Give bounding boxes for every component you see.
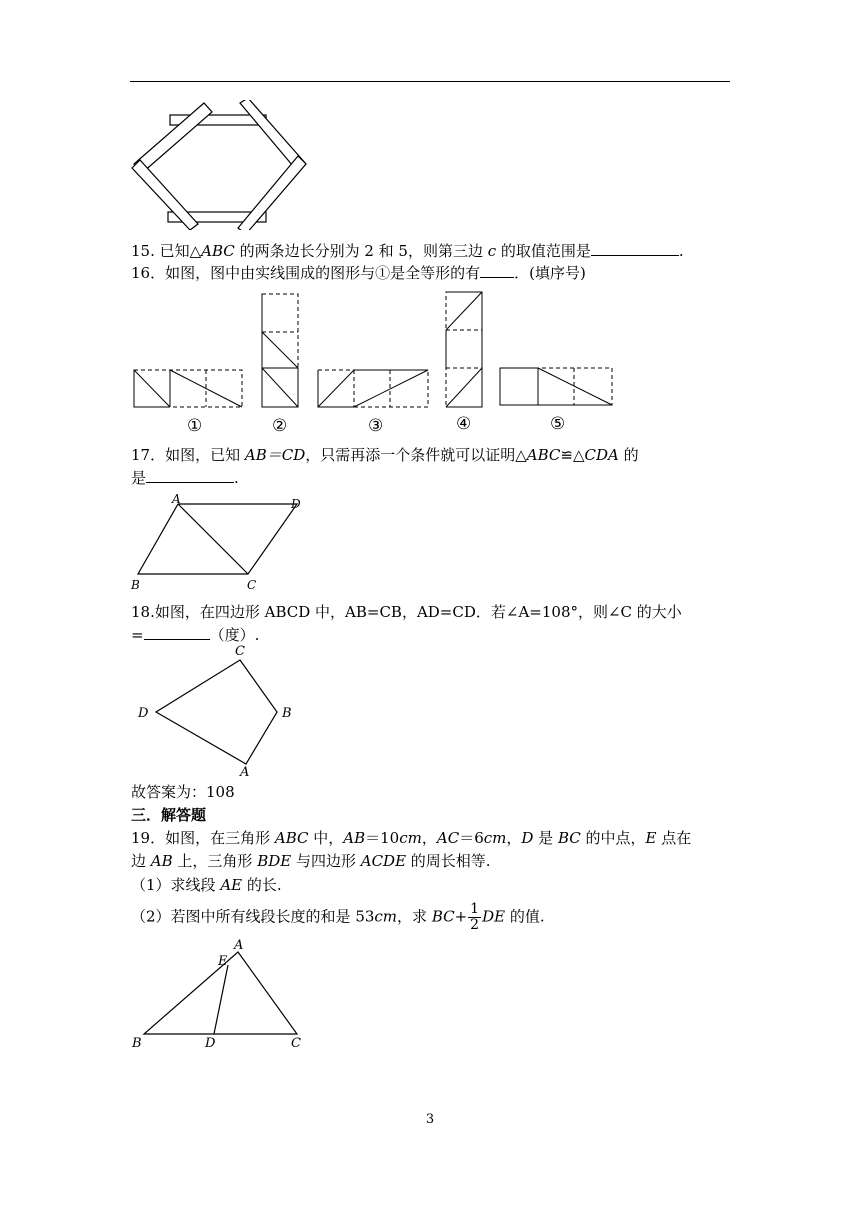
question-18-line-2: = （度）. xyxy=(131,626,260,644)
shape-2 xyxy=(262,294,298,407)
point-label-d: D xyxy=(205,1036,216,1051)
section-3-title: 三．解答题 xyxy=(131,806,207,824)
point-label-b: B xyxy=(282,706,292,721)
hexagon-strips-figure xyxy=(128,100,308,230)
shape-label-5: ⑤ xyxy=(550,414,566,434)
answer-blank-15[interactable] xyxy=(591,241,679,256)
question-15: 15. 已知△ABC 的两条边长分别为 2 和 5，则第三边 c 的取值范围是 . xyxy=(131,242,684,260)
question-16: 16．如图，图中由实线围成的图形与①是全等形的有 ．(填序号) xyxy=(131,264,586,282)
question-19-line-2: 边 AB 上，三角形 BDE 与四边形 ACDE 的周长相等. xyxy=(131,852,491,870)
answer-blank-16[interactable] xyxy=(480,263,514,278)
point-label-a: A xyxy=(240,765,250,780)
answer-blank-17[interactable] xyxy=(146,468,234,483)
answer-blank-18[interactable] xyxy=(144,625,210,640)
triangle-figure xyxy=(128,938,318,1053)
point-label-c: C xyxy=(235,644,245,659)
question-17-line-1: 17．如图，已知 AB＝CD，只需再添一个条件就可以证明△ABC≌△CDA 的 xyxy=(131,446,639,464)
question-17-line-2: 是 . xyxy=(131,469,239,487)
kite-figure xyxy=(130,640,310,780)
shape-5 xyxy=(500,368,612,405)
shape-label-4: ④ xyxy=(456,414,472,434)
shape-label-2: ② xyxy=(272,416,288,436)
fraction-one-half: $\frac{1}{2}$ xyxy=(470,901,480,933)
header-rule xyxy=(130,81,730,82)
point-label-d: D xyxy=(138,706,149,721)
question-19-part-2: （2）若图中所有线段长度的和是 53cm，求 BC+ $\frac{1}{2}$ DE 的值. xyxy=(131,901,545,933)
shape-4 xyxy=(446,292,482,407)
question-19-part-1: （1）求线段 AE 的长. xyxy=(131,876,282,894)
point-label-b: B xyxy=(132,1036,142,1051)
shape-1 xyxy=(134,370,242,407)
page-number: 3 xyxy=(425,1112,435,1127)
shape-3 xyxy=(318,370,428,407)
point-label-a: A xyxy=(234,938,244,953)
answer-18: 故答案为：108 xyxy=(131,783,235,801)
shape-label-1: ① xyxy=(187,416,203,436)
shape-label-3: ③ xyxy=(368,416,384,436)
point-label-a: A xyxy=(172,494,181,506)
question-18-line-1: 18.如图，在四边形 ABCD 中，AB=CB，AD=CD．若∠A=108°，则∠C 的大小 xyxy=(131,603,682,621)
point-label-c: C xyxy=(291,1036,301,1051)
point-label-b: B xyxy=(131,578,140,592)
point-label-d: D xyxy=(291,497,301,511)
question-19-line-1: 19．如图，在三角形 ABC 中，AB＝10cm，AC＝6cm，D 是 BC 的中点，E 点在 xyxy=(131,829,692,847)
point-label-c: C xyxy=(247,578,257,592)
point-label-e: E xyxy=(218,954,228,969)
parallelogram-figure xyxy=(128,494,308,594)
